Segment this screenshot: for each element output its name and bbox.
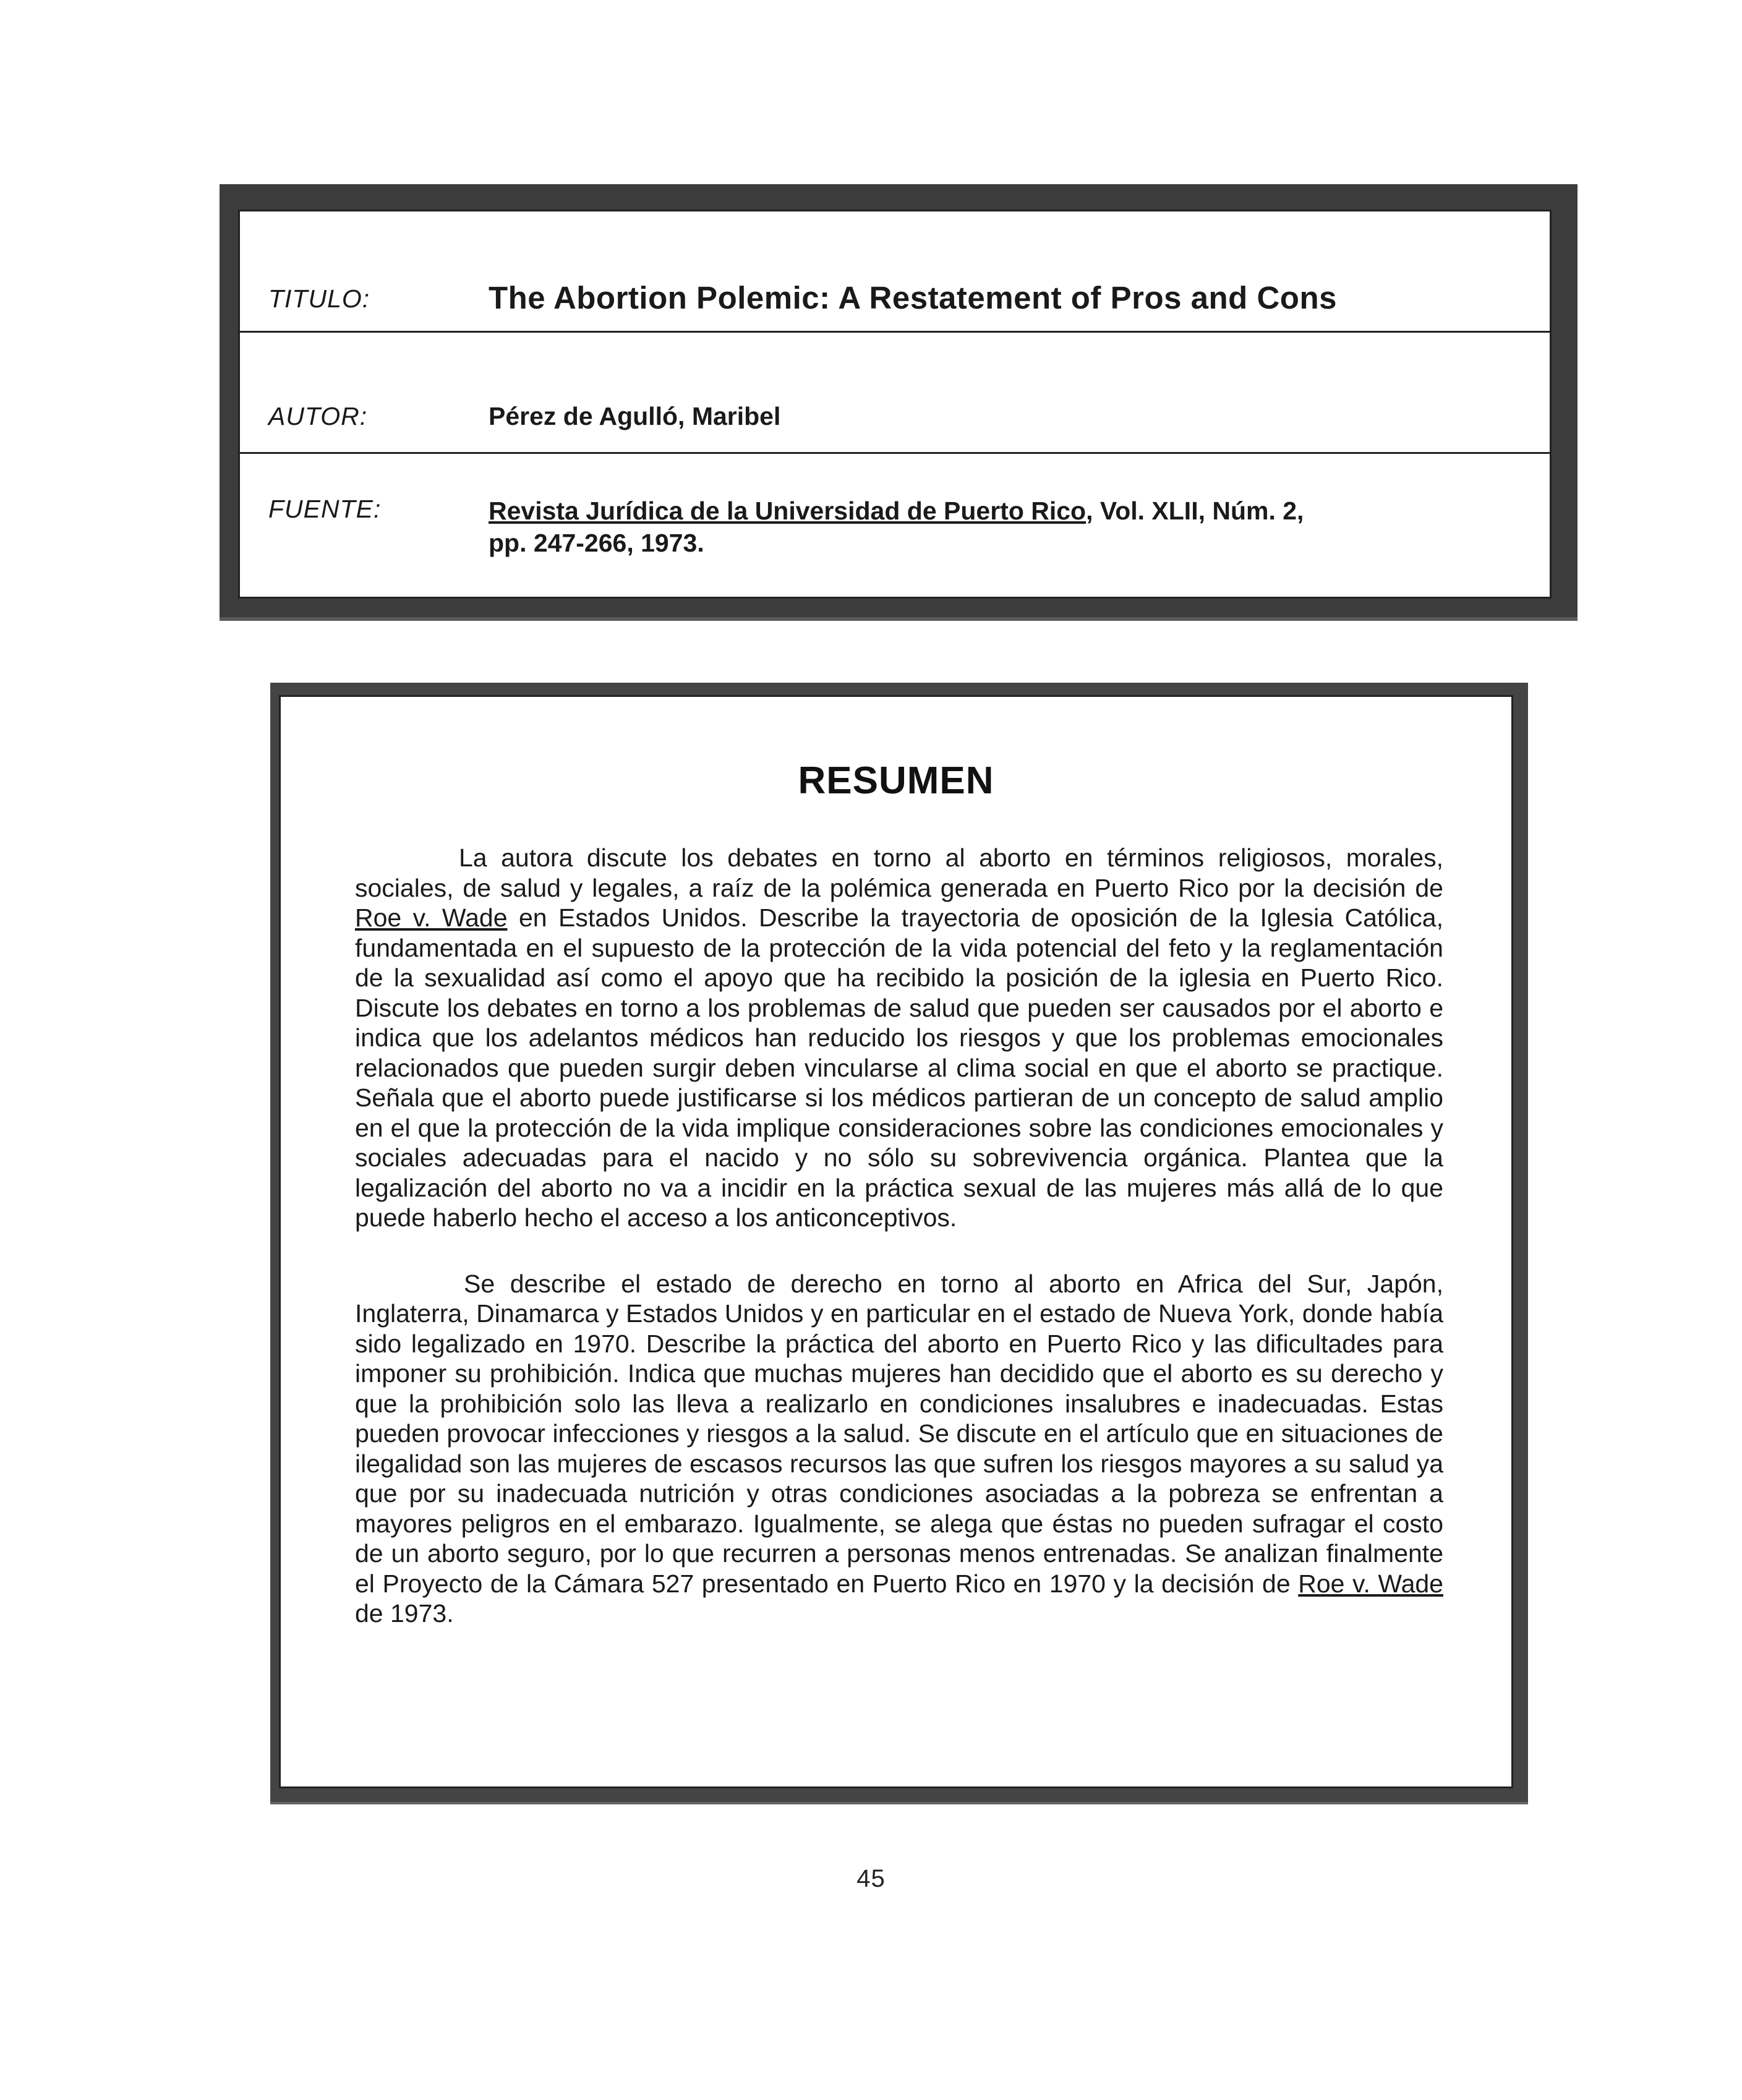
page-number: 45 [856,1865,886,1892]
paragraph-2-text-b: de 1973. [355,1599,454,1628]
paragraph-2-text-a: Se describe el estado de derecho en torno al aborto en Africa del Sur, Japón, Inglaterra, Dinamarca y Estados Unidos y en particular en el estado de Nueva York, donde había sido legalizado en 1970. Describe la práctica del aborto en Puerto Rico y las dificultades para imponer su prohibición. Indica que muchas mujeres han decidido que el aborto es su derecho y que la prohibición solo las lleva a realizarlo en condiciones insalubres e inadecuadas. Estas pueden provocar infecciones y riesgos a la salud. Se discute en el artículo que en situaciones de ilegalidad son las mujeres de escasos recursos las que sufren los riesgos mayores a su salud ya que por su inadecuada nutrición y otras condiciones asociadas a la pobreza se enfrentan a mayores peligros en el embarazo. Igualmente, se alega que éstas no pueden sufragar el costo de un aborto seguro, por lo que recurren a personas menos entrenadas. Se analizan finalmente el Proyecto de la Cámara 527 presentado en Puerto Rico en 1970 y la decisión de [355,1269,1443,1598]
source-volume: , Vol. XLII, Núm. 2, [1086,497,1304,525]
source-pages: pp. 247-266, 1973. [489,529,704,557]
case-name: Roe v. Wade [1298,1569,1443,1598]
summary-title: RESUMEN [798,759,994,802]
case-name: Roe v. Wade [355,903,508,932]
author-value: Pérez de Agulló, Maribel [489,402,781,430]
summary-paragraph-1 [355,843,1443,1233]
source-label: FUENTE: [268,495,382,523]
source-value [489,495,1525,559]
summary-frame [270,683,1528,1804]
source-journal: Revista Jurídica de la Universidad de Puerto Rico [489,497,1087,525]
paragraph-1-text-b: en Estados Unidos. Describe la trayectoria de oposición de la Iglesia Católica, fundamentada en el supuesto de la protección de la vida potencial del feto y la reglamentación de la sexualidad así como el apoyo que ha recibido la posición de la iglesia en Puerto Rico. Discute los debates en torno a los problemas de salud que pueden ser causados por el aborto e indica que los adelantos médicos han reducido los riesgos y que los problemas emocionales relacionados que pueden surgir deben vincularse al clima social en que el aborto se practique. Señala que el aborto puede justificarse si los médicos partieran de un concepto de salud amplio en el que la protección de la vida implique consideraciones sobre las condiciones emocionales y sociales adecuadas para el nacido y no sólo su sobrevivencia orgánica. Plantea que la legalización del aborto no va a incidir en la práctica sexual de las mujeres más allá de lo que puede haberlo hecho el acceso a los anticonceptivos. [355,903,1444,1232]
paragraph-1-text-a: La autora discute los debates en torno al aborto en términos religiosos, morales, sociales, de salud y legales, a raíz de la polémica generada en Puerto Rico por la decisión de [355,843,1443,902]
author-row [240,333,1550,454]
bibliographic-record [238,210,1552,599]
title-row [240,211,1550,333]
summary-body [355,843,1443,1665]
summary-box [279,695,1513,1788]
title-label: TITULO: [268,284,370,313]
title-value: The Abortion Polemic: A Restatement of Pros and Cons [489,280,1337,315]
summary-paragraph-2 [355,1269,1443,1629]
source-row [240,454,1550,600]
author-label: AUTOR: [268,402,368,430]
bibliographic-record-frame [220,184,1578,621]
